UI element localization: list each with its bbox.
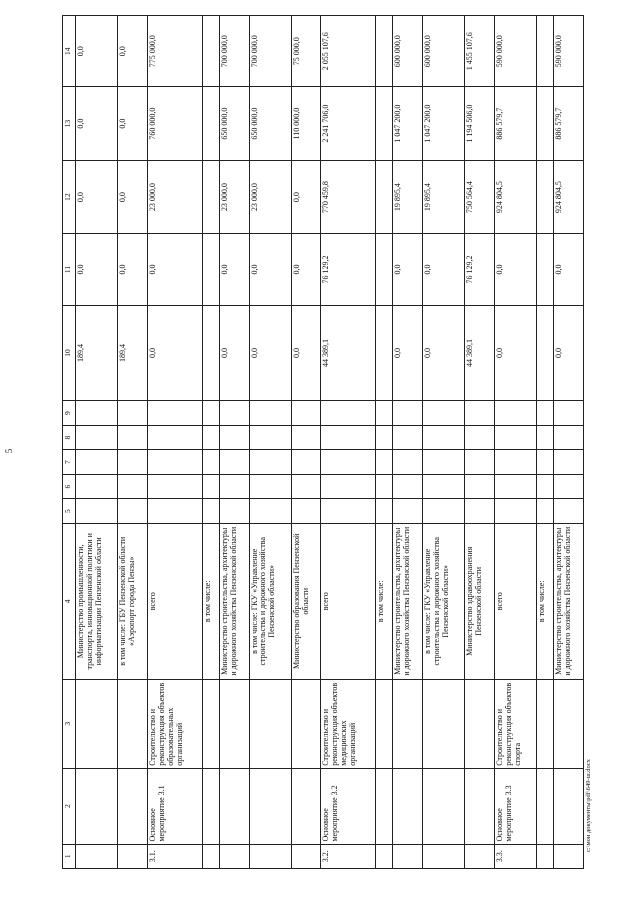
- cell-col-2: Основное мероприятие 3.1: [147, 768, 202, 844]
- cell-col-4: в том числе:: [376, 523, 393, 679]
- cell-col-9: [249, 401, 291, 425]
- cell-col-6: [219, 474, 249, 498]
- cell-col-4: в том числе:: [537, 523, 554, 679]
- table-row: [465, 16, 495, 869]
- cell-col-3: [537, 679, 554, 768]
- cell-col-1: 3.1.: [147, 844, 202, 868]
- cell-col-6: [76, 474, 118, 498]
- cell-col-14: 590 000,0: [554, 16, 584, 87]
- table-row: [376, 16, 393, 869]
- cell-col-7: [423, 450, 465, 474]
- cell-col-13: 0,0: [76, 87, 118, 160]
- cell-col-14: 600 000,0: [423, 16, 465, 87]
- cell-col-7: [147, 450, 202, 474]
- cell-col-11: 0,0: [219, 234, 249, 305]
- cell-col-10: 44 389,1: [465, 305, 495, 401]
- cell-col-5: [537, 499, 554, 523]
- cell-col-5: [118, 499, 148, 523]
- cell-col-3: [249, 679, 291, 768]
- cell-col-8: [393, 425, 423, 449]
- cell-col-13: 650 000,0: [219, 87, 249, 160]
- cell-col-4: Министерство промышленности, транспорта, инновационной политики и информатизации Пензенской области: [76, 523, 118, 679]
- cell-col-13: 0,0: [118, 87, 148, 160]
- cell-col-10: 189,4: [76, 305, 118, 401]
- cell-col-14: 600 000,0: [393, 16, 423, 87]
- cell-col-10: 0,0: [291, 305, 321, 401]
- cell-col-14: 1 455 107,6: [465, 16, 495, 87]
- col-header: 2: [63, 768, 76, 844]
- cell-col-3: Строительство и реконструкция объектов образовательных организаций: [147, 679, 202, 768]
- table-row: [219, 16, 249, 869]
- cell-col-12: 23 000,0: [147, 160, 202, 233]
- cell-col-4: Министерство здравоохранения Пензенской области: [465, 523, 495, 679]
- cell-col-10: 44 389,1: [321, 305, 376, 401]
- cell-col-3: [219, 679, 249, 768]
- cell-col-11: 0,0: [249, 234, 291, 305]
- cell-col-9: [494, 401, 536, 425]
- cell-col-11: 0,0: [76, 234, 118, 305]
- cell-col-12: 19 895,4: [423, 160, 465, 233]
- cell-col-6: [249, 474, 291, 498]
- cell-col-10: 0,0: [393, 305, 423, 401]
- cell-col-6: [423, 474, 465, 498]
- table-row: [393, 16, 423, 869]
- rotated-table-frame: [62, 15, 584, 869]
- table-row: [423, 16, 465, 869]
- cell-col-2: [537, 768, 554, 844]
- col-header: 9: [63, 401, 76, 425]
- col-header: 10: [63, 305, 76, 401]
- cell-col-9: [465, 401, 495, 425]
- cell-col-10: 0,0: [494, 305, 536, 401]
- col-header: 6: [63, 474, 76, 498]
- cell-col-14: 0,0: [76, 16, 118, 87]
- col-header: 14: [63, 16, 76, 87]
- cell-col-13: 1 194 506,0: [465, 87, 495, 160]
- table-row: [291, 16, 321, 869]
- cell-col-13: [202, 87, 219, 160]
- cell-col-8: [147, 425, 202, 449]
- cell-col-6: [554, 474, 584, 498]
- cell-col-8: [423, 425, 465, 449]
- cell-col-12: 19 895,4: [393, 160, 423, 233]
- cell-col-7: [376, 450, 393, 474]
- table-row: [249, 16, 291, 869]
- footer-file-path: c:\мои документы\pdf\649-ш.docx: [585, 759, 592, 852]
- cell-col-3: Строительство и реконструкция объектов медицинских организаций: [321, 679, 376, 768]
- cell-col-13: 2 241 706,0: [321, 87, 376, 160]
- cell-col-12: 750 564,4: [465, 160, 495, 233]
- cell-col-7: [202, 450, 219, 474]
- cell-col-5: [321, 499, 376, 523]
- cell-col-9: [76, 401, 118, 425]
- cell-col-2: [554, 768, 584, 844]
- cell-col-12: 0,0: [76, 160, 118, 233]
- cell-col-2: Основное мероприятие 3.2: [321, 768, 376, 844]
- cell-col-14: 700 000,0: [249, 16, 291, 87]
- cell-col-11: [202, 234, 219, 305]
- cell-col-8: [118, 425, 148, 449]
- col-header: 1: [63, 844, 76, 868]
- cell-col-4: в том числе: ГКУ «Управление строительства и дорожного хозяйства Пензенской области»: [423, 523, 465, 679]
- col-header: 5: [63, 499, 76, 523]
- cell-col-10: [376, 305, 393, 401]
- cell-col-11: 0,0: [118, 234, 148, 305]
- col-header: 4: [63, 523, 76, 679]
- cell-col-2: Основное мероприятие 3.3: [494, 768, 536, 844]
- cell-col-1: [249, 844, 291, 868]
- cell-col-1: [423, 844, 465, 868]
- cell-col-11: 0,0: [393, 234, 423, 305]
- cell-col-11: 0,0: [423, 234, 465, 305]
- cell-col-12: 23 000,0: [249, 160, 291, 233]
- cell-col-9: [202, 401, 219, 425]
- cell-col-14: [376, 16, 393, 87]
- cell-col-3: [118, 679, 148, 768]
- cell-col-2: [118, 768, 148, 844]
- cell-col-5: [554, 499, 584, 523]
- cell-col-8: [537, 425, 554, 449]
- cell-col-8: [249, 425, 291, 449]
- cell-col-7: [465, 450, 495, 474]
- cell-col-7: [291, 450, 321, 474]
- cell-col-14: 2 055 107,6: [321, 16, 376, 87]
- cell-col-9: [118, 401, 148, 425]
- cell-col-10: 0,0: [147, 305, 202, 401]
- cell-col-1: 3.2.: [321, 844, 376, 868]
- cell-col-12: 0,0: [291, 160, 321, 233]
- table-row: [202, 16, 219, 869]
- cell-col-2: [291, 768, 321, 844]
- cell-col-8: [321, 425, 376, 449]
- cell-col-8: [465, 425, 495, 449]
- cell-col-11: 76 129,2: [321, 234, 376, 305]
- cell-col-2: [76, 768, 118, 844]
- cell-col-1: [554, 844, 584, 868]
- cell-col-10: 0,0: [249, 305, 291, 401]
- cell-col-8: [219, 425, 249, 449]
- cell-col-1: [291, 844, 321, 868]
- cell-col-6: [393, 474, 423, 498]
- cell-col-13: 886 579,7: [554, 87, 584, 160]
- cell-col-13: [376, 87, 393, 160]
- cell-col-12: [537, 160, 554, 233]
- cell-col-3: [393, 679, 423, 768]
- cell-col-5: [465, 499, 495, 523]
- cell-col-5: [376, 499, 393, 523]
- cell-col-3: [376, 679, 393, 768]
- page-number: 5: [4, 448, 14, 454]
- table-row: [118, 16, 148, 869]
- col-header: 8: [63, 425, 76, 449]
- cell-col-7: [537, 450, 554, 474]
- cell-col-13: 1 047 200,0: [393, 87, 423, 160]
- cell-col-8: [554, 425, 584, 449]
- cell-col-3: [423, 679, 465, 768]
- cell-col-12: [202, 160, 219, 233]
- cell-col-3: [465, 679, 495, 768]
- cell-col-6: [202, 474, 219, 498]
- budget-table: [62, 15, 584, 869]
- cell-col-4: всего: [494, 523, 536, 679]
- cell-col-5: [494, 499, 536, 523]
- cell-col-13: [537, 87, 554, 160]
- cell-col-12: 23 000,0: [219, 160, 249, 233]
- cell-col-4: в том числе: ГКУ «Управление строительства и дорожного хозяйства Пензенской области»: [249, 523, 291, 679]
- cell-col-14: 590 000,0: [494, 16, 536, 87]
- cell-col-14: [202, 16, 219, 87]
- cell-col-4: Министерство строительства, архитектуры и дорожного хозяйства Пензенской области: [554, 523, 584, 679]
- col-header: 11: [63, 234, 76, 305]
- col-header: 12: [63, 160, 76, 233]
- col-header: 3: [63, 679, 76, 768]
- cell-col-13: 886 579,7: [494, 87, 536, 160]
- cell-col-13: 760 000,0: [147, 87, 202, 160]
- cell-col-7: [76, 450, 118, 474]
- cell-col-6: [321, 474, 376, 498]
- cell-col-9: [423, 401, 465, 425]
- cell-col-8: [494, 425, 536, 449]
- cell-col-2: [423, 768, 465, 844]
- cell-col-10: [537, 305, 554, 401]
- cell-col-9: [291, 401, 321, 425]
- cell-col-10: [202, 305, 219, 401]
- table-row: [76, 16, 118, 869]
- cell-col-13: 110 000,0: [291, 87, 321, 160]
- table-row: [321, 16, 376, 869]
- table-row: [554, 16, 584, 869]
- cell-col-14: 75 000,0: [291, 16, 321, 87]
- cell-col-1: [76, 844, 118, 868]
- cell-col-11: 0,0: [147, 234, 202, 305]
- cell-col-3: [76, 679, 118, 768]
- cell-col-11: 0,0: [291, 234, 321, 305]
- cell-col-3: Строительство и реконструкция объектов спорта: [494, 679, 536, 768]
- cell-col-11: [376, 234, 393, 305]
- cell-col-3: [202, 679, 219, 768]
- cell-col-5: [393, 499, 423, 523]
- cell-col-5: [147, 499, 202, 523]
- cell-col-11: 0,0: [494, 234, 536, 305]
- cell-col-9: [393, 401, 423, 425]
- cell-col-7: [249, 450, 291, 474]
- cell-col-14: 700 000,0: [219, 16, 249, 87]
- cell-col-3: [554, 679, 584, 768]
- cell-col-2: [393, 768, 423, 844]
- cell-col-14: [537, 16, 554, 87]
- cell-col-11: [537, 234, 554, 305]
- cell-col-1: [202, 844, 219, 868]
- cell-col-6: [537, 474, 554, 498]
- cell-col-10: 0,0: [554, 305, 584, 401]
- cell-col-2: [202, 768, 219, 844]
- cell-col-4: в том числе: ГБУ Пензенской области «Аэропорт города Пензы»: [118, 523, 148, 679]
- cell-col-12: 924 804,5: [554, 160, 584, 233]
- cell-col-4: Министерство образования Пензенской области: [291, 523, 321, 679]
- cell-col-8: [76, 425, 118, 449]
- cell-col-14: 0,0: [118, 16, 148, 87]
- table-row: [537, 16, 554, 869]
- cell-col-5: [423, 499, 465, 523]
- cell-col-8: [291, 425, 321, 449]
- cell-col-9: [376, 401, 393, 425]
- cell-col-6: [465, 474, 495, 498]
- cell-col-1: [118, 844, 148, 868]
- cell-col-1: 3.3.: [494, 844, 536, 868]
- table-row: [494, 16, 536, 869]
- cell-col-4: всего: [321, 523, 376, 679]
- table-body: [76, 16, 584, 869]
- cell-col-1: [465, 844, 495, 868]
- cell-col-6: [494, 474, 536, 498]
- cell-col-4: Министерство строительства, архитектуры и дорожного хозяйства Пензенской области: [393, 523, 423, 679]
- cell-col-6: [376, 474, 393, 498]
- cell-col-7: [393, 450, 423, 474]
- cell-col-5: [219, 499, 249, 523]
- table-row: [147, 16, 202, 869]
- cell-col-10: 189,4: [118, 305, 148, 401]
- cell-col-6: [291, 474, 321, 498]
- col-header: 13: [63, 87, 76, 160]
- cell-col-5: [291, 499, 321, 523]
- cell-col-11: 76 129,2: [465, 234, 495, 305]
- cell-col-10: 0,0: [219, 305, 249, 401]
- cell-col-5: [202, 499, 219, 523]
- cell-col-2: [465, 768, 495, 844]
- cell-col-3: [291, 679, 321, 768]
- cell-col-5: [76, 499, 118, 523]
- cell-col-1: [537, 844, 554, 868]
- cell-col-8: [202, 425, 219, 449]
- cell-col-1: [376, 844, 393, 868]
- cell-col-2: [249, 768, 291, 844]
- cell-col-12: [376, 160, 393, 233]
- cell-col-7: [321, 450, 376, 474]
- cell-col-12: 770 459,8: [321, 160, 376, 233]
- cell-col-2: [219, 768, 249, 844]
- cell-col-6: [147, 474, 202, 498]
- cell-col-4: в том числе:: [202, 523, 219, 679]
- cell-col-4: всего: [147, 523, 202, 679]
- cell-col-1: [219, 844, 249, 868]
- cell-col-4: Министерство строительства, архитектуры и дорожного хозяйства Пензенской области: [219, 523, 249, 679]
- cell-col-9: [554, 401, 584, 425]
- cell-col-5: [249, 499, 291, 523]
- cell-col-9: [537, 401, 554, 425]
- cell-col-8: [376, 425, 393, 449]
- cell-col-14: 775 000,0: [147, 16, 202, 87]
- cell-col-6: [118, 474, 148, 498]
- cell-col-1: [393, 844, 423, 868]
- cell-col-13: 650 000,0: [249, 87, 291, 160]
- cell-col-9: [219, 401, 249, 425]
- cell-col-7: [118, 450, 148, 474]
- header-row: [63, 16, 76, 869]
- cell-col-7: [554, 450, 584, 474]
- cell-col-13: 1 047 200,0: [423, 87, 465, 160]
- cell-col-11: 0,0: [554, 234, 584, 305]
- cell-col-10: 0,0: [423, 305, 465, 401]
- cell-col-7: [219, 450, 249, 474]
- cell-col-12: 924 804,5: [494, 160, 536, 233]
- col-header: 7: [63, 450, 76, 474]
- cell-col-12: 0,0: [118, 160, 148, 233]
- cell-col-2: [376, 768, 393, 844]
- cell-col-7: [494, 450, 536, 474]
- cell-col-9: [321, 401, 376, 425]
- cell-col-9: [147, 401, 202, 425]
